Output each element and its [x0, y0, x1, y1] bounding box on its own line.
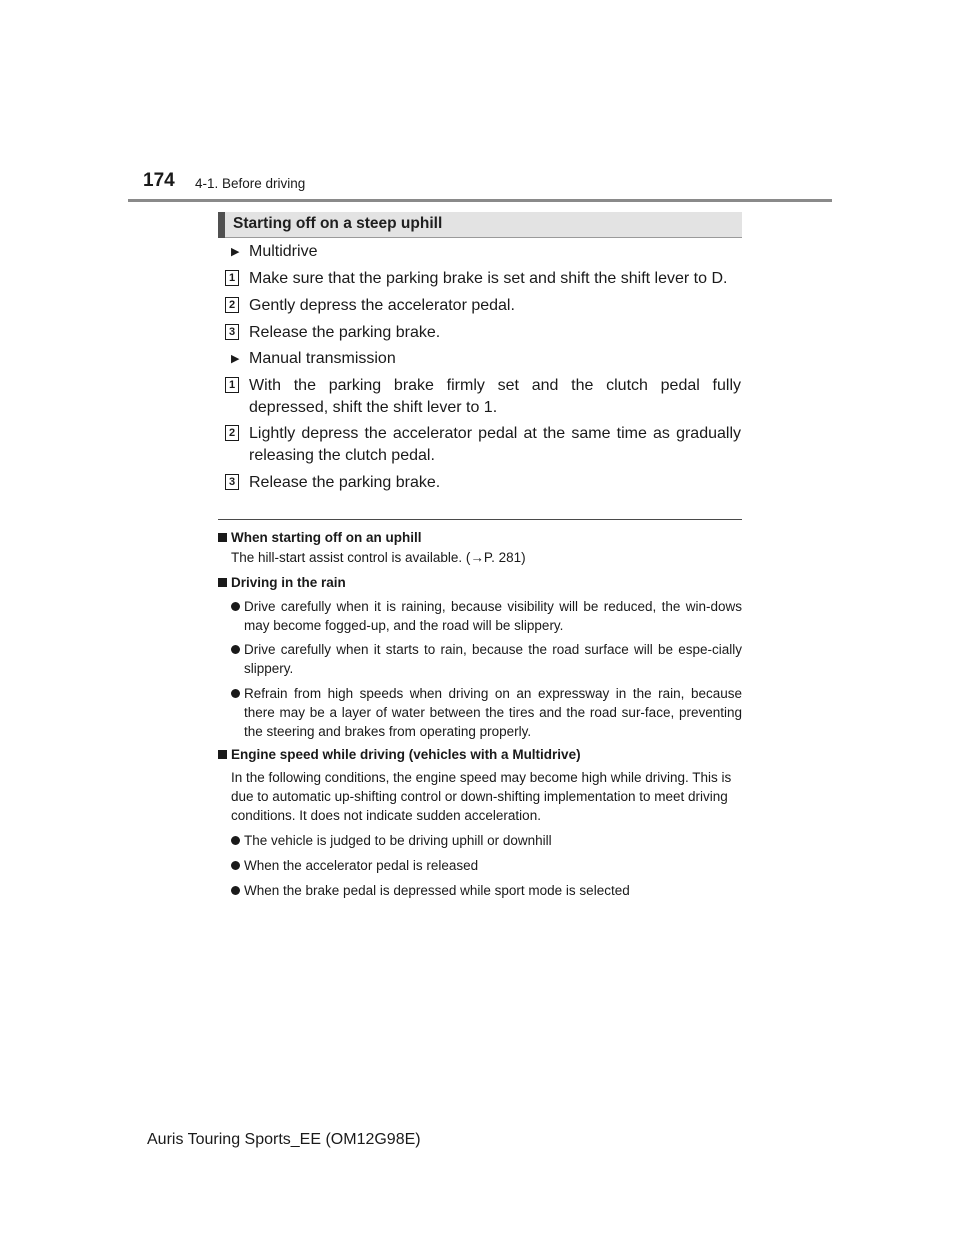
- multidrive-label: Multidrive: [249, 243, 318, 260]
- note-title-rain: Driving in the rain: [218, 573, 742, 592]
- step-number-badge: 1: [225, 377, 239, 393]
- step-number-badge: 3: [225, 474, 239, 490]
- header-divider: [128, 199, 832, 202]
- round-bullet-icon: [231, 645, 240, 654]
- step-number-badge: 1: [225, 270, 239, 286]
- section-heading: Starting off on a steep uphill: [233, 215, 443, 232]
- engine-bullet: When the accelerator pedal is released: [231, 856, 742, 875]
- round-bullet-icon: [231, 689, 240, 698]
- engine-bullet: When the brake pedal is depressed while sport mode is selected: [231, 881, 742, 900]
- step-text: Make sure that the parking brake is set and shift the shift lever to D.: [249, 270, 728, 287]
- notes-divider: [218, 519, 742, 520]
- step-text: Release the parking brake.: [249, 324, 441, 341]
- square-bullet-icon: [218, 533, 227, 542]
- manual-label: Manual transmission: [249, 350, 396, 367]
- note-body-uphill: The hill-start assist control is available. (→P. 281): [231, 550, 526, 565]
- rain-bullet: Drive carefully when it is raining, because visibility will be reduced, the win-dows may become fogged-up, and the road will be slippery.: [231, 597, 742, 635]
- step-number-badge: 2: [225, 425, 239, 441]
- note-title-uphill: When starting off on an uphill: [218, 528, 742, 547]
- page-number: 174: [143, 170, 175, 191]
- step-text: Lightly depress the accelerator pedal at the same time as gradually releasing the clutch pedal.: [249, 425, 741, 464]
- section-heading-box: [218, 212, 742, 238]
- round-bullet-icon: [231, 886, 240, 895]
- square-bullet-icon: [218, 578, 227, 587]
- round-bullet-icon: [231, 836, 240, 845]
- footer-manual-id: Auris Touring Sports_EE (OM12G98E): [147, 1131, 421, 1148]
- step-text: With the parking brake firmly set and the clutch pedal fully depressed, shift the shift lever to 1.: [249, 377, 741, 416]
- section-label: 4-1. Before driving: [195, 176, 306, 191]
- triangle-arrow-icon: ▶: [231, 353, 240, 365]
- step-text: Gently depress the accelerator pedal.: [249, 297, 515, 314]
- note-title-engine: Engine speed while driving (vehicles with a Multidrive): [218, 745, 742, 764]
- step-text: Release the parking brake.: [249, 474, 441, 491]
- step-number-badge: 2: [225, 297, 239, 313]
- step-number-badge: 3: [225, 324, 239, 340]
- engine-bullet: The vehicle is judged to be driving uphill or downhill: [231, 831, 742, 850]
- round-bullet-icon: [231, 861, 240, 870]
- rain-bullet: Refrain from high speeds when driving on an expressway in the rain, because there may be a layer of water between the tires and the road sur-face, preventing the steering and brakes from operating properly.: [231, 684, 742, 741]
- rain-bullet: Drive carefully when it starts to rain, because the road surface will be espe-cially slippery.: [231, 640, 742, 678]
- round-bullet-icon: [231, 602, 240, 611]
- square-bullet-icon: [218, 750, 227, 759]
- heading-accent-bar: [218, 212, 225, 238]
- note-body-engine: In the following conditions, the engine speed may become high while driving. This is due to automatic up-shifting control or down-shifting implementation to meet driving conditions. It does not indicate sudden acceleration.: [231, 770, 732, 823]
- triangle-arrow-icon: ▶: [231, 246, 240, 258]
